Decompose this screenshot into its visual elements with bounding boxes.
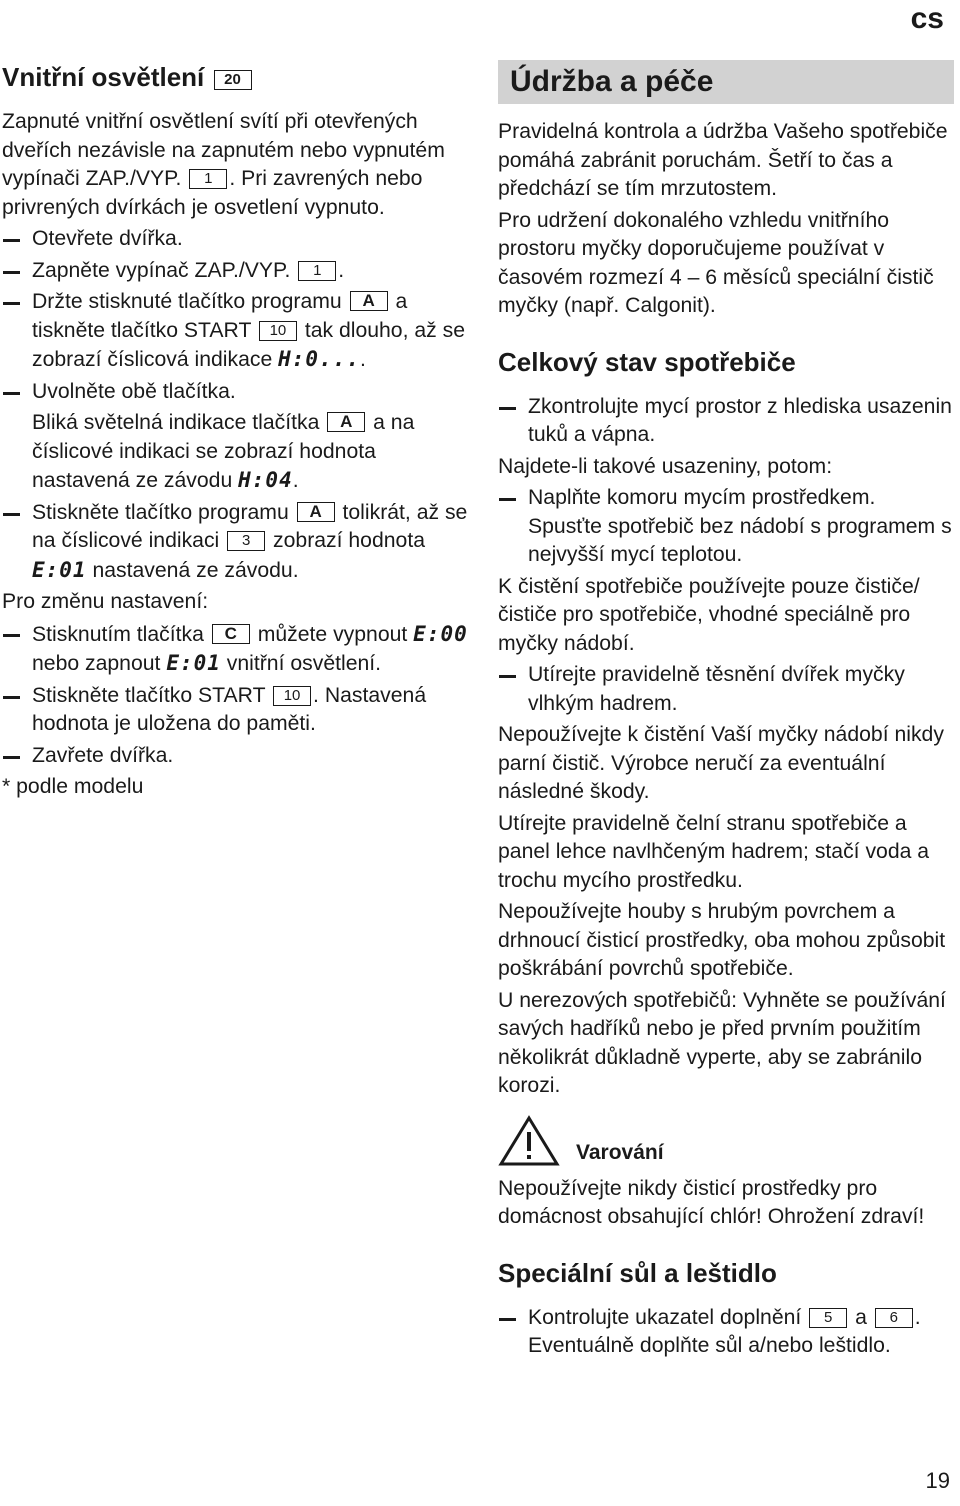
no-steam-cleaner: Nepoužívejte k čistění Vaší myčky nádobí nikdy parní čistič. Výrobce neručí za eventuální následné škody. <box>498 723 944 803</box>
wipe-front: Utírejte pravidelně čelní stranu spotřebiče a panel lehce navlhčeným hadrem; stačí voda a trochu mycího prostředku. <box>498 811 930 892</box>
section-title-salt-rinse: Speciální sůl a leštidlo <box>498 1257 777 1288</box>
deposits-paragraph: Najdete-li takové usazeniny, potom: <box>498 454 833 478</box>
intro-paragraph: Zapnuté vnitřní osvětlení svítí při otevřených dveřích nezávisle na zapnutém nebo vypnutém vypínači ZAP./VYP. 1 . Pri zavrených nebo privrených dvírkách je osvetlení vypnuto. <box>2 110 445 219</box>
maintenance-intro: Pravidelná kontrola a údržba Vašeho spotřebiče pomáhá zabránit poruchám. Šetří to čas a předchází se tím mrzutostem. <box>498 120 948 200</box>
footnote: * podle modelu <box>2 775 144 798</box>
step-press-start: Stiskněte tlačítko START 10 . Nastavená hodnota je uložena do paměti. <box>2 682 472 739</box>
display-readout: E:00 <box>413 621 468 646</box>
key-ref: 1 <box>298 261 336 281</box>
step-open-door: Otevřete dvířka. <box>2 225 472 254</box>
step-toggle-light: Stisknutím tlačítka C můžete vypnout E:00 nebo zapnout E:01 vnitřní osvětlení. <box>2 620 472 679</box>
section-title-interior-light: Vnitřní osvětlení 20 <box>2 60 472 94</box>
right-column <box>498 60 954 1364</box>
key-ref: C <box>212 624 250 644</box>
warning-header <box>498 1115 954 1167</box>
blink-paragraph: Bliká světelná indikace tlačítka A a na číslicové indikaci se zobrazí hodnota nastavená ze závodu H:04. <box>32 411 415 492</box>
key-ref: 1 <box>189 169 227 189</box>
display-readout: E:01 <box>166 651 221 675</box>
display-readout: H:0... <box>278 347 360 371</box>
key-ref: 10 <box>259 321 297 341</box>
key-ref: A <box>327 412 365 432</box>
step-switch-on: Zapněte vypínač ZAP./VYP. 1 . <box>2 257 472 286</box>
cleaning-agents-paragraph: K čistění spotřebiče používejte pouze čističe/čističe pro spotřebiče, vhodné speciálně pro myčky nádobí. <box>498 574 920 655</box>
wipe-door-seal: Utírejte pravidelně těsnění dvířek myčky vlhkým hadrem. <box>498 661 954 718</box>
key-ref: A <box>297 502 335 522</box>
key-ref: 3 <box>227 531 265 551</box>
step-close-door: Zavřete dvířka. <box>2 742 472 771</box>
warning-icon <box>498 1115 560 1167</box>
key-ref: 20 <box>214 70 252 90</box>
section-title-overall-state: Celkový stav spotřebiče <box>498 346 796 377</box>
key-ref: 10 <box>273 686 311 706</box>
check-refill-indicator: Kontrolujte ukazatel doplnění 5 a 6 . Eventuálně doplňte sůl a/nebo leštidlo. <box>498 1304 954 1361</box>
section-title-maintenance: Údržba a péče <box>498 60 954 104</box>
left-column <box>2 60 472 805</box>
key-ref: 6 <box>875 1308 913 1328</box>
page-number: 19 <box>925 1468 950 1493</box>
check-wash-area: Zkontrolujte mycí prostor z hlediska usazenin tuků a vápna. <box>498 393 954 450</box>
warning-text: Nepoužívejte nikdy čisticí prostředky pro domácnost obsahující chlór! Ohrožení zdraví! <box>498 1176 925 1228</box>
key-ref: 5 <box>809 1308 847 1328</box>
step-release: Uvolněte obě tlačítka. <box>2 378 472 407</box>
stainless-steel-note: U nerezových spotřebičů: Vyhněte se používání savých hadříků nebo je před prvním použitím několikrát důkladně vyperte, aby se zabránilo korozi. <box>498 988 946 1097</box>
key-ref: A <box>350 291 388 311</box>
display-readout: H:04 <box>238 468 293 492</box>
warning-title: Varování <box>576 1140 664 1164</box>
maintenance-recommendation: Pro udržení dokonalého vzhledu vnitřního prostoru myčky doporučujeme používat v časovém rozmezí 4 – 6 měsíců speciální čistič myčky (např. Calgonit). <box>498 208 934 317</box>
fill-detergent: Naplňte komoru mycím prostředkem. Spusťte spotřebič bez nádobí s programem s nejvyšší mycí teplotou. <box>498 484 954 570</box>
step-press-program: Stiskněte tlačítko programu A tolikrát, až se na číslicové indikaci 3 zobrazí hodnota E:01 nastavená ze závodu. <box>2 499 472 586</box>
language-code: cs <box>910 2 944 35</box>
step-hold-buttons: Držte stisknuté tlačítko programu A a tiskněte tlačítko START 10 tak dlouho, až se zobrazí číslicová indikace H:0.... <box>2 288 472 375</box>
no-rough-sponges: Nepoužívejte houby s hrubým povrchem a drhnoucí čisticí prostředky, oba mohou způsobit poškrábání povrchů spotřebiče. <box>498 900 946 980</box>
change-settings-title: Pro změnu nastavení: <box>2 590 209 613</box>
display-readout: E:01 <box>32 557 87 582</box>
